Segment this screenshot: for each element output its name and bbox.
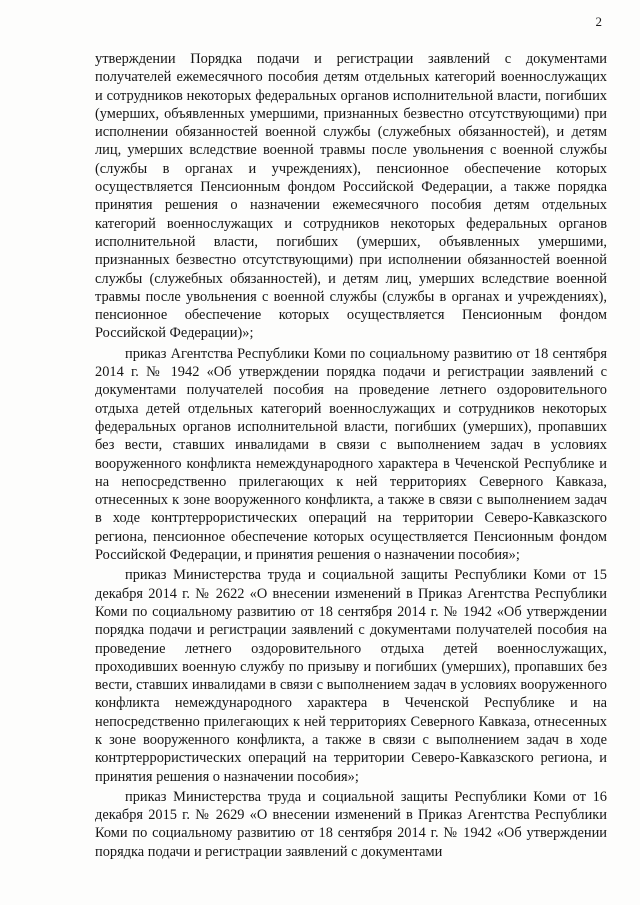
paragraph-order-2622: приказ Министерства труда и социальной защиты Республики Коми от 15 декабря 2014 г. № 2622 «О внесении изменений в Приказ Агентства Республики Коми по социальному развитию от 18 сентября 2014 г. № 1942 «Об утверждении порядка подачи и регистрации заявлений с документами получателей пособия на проведение летнего оздоровительного отдыха детей военнослужащих, проходивших военную службу по призыву и погибших (умерших), пропавших без вести, ставших инвалидами в связи с выполнением задач в условиях вооруженного конфликта немеждународного характера в Чеченской Республике и на непосредственно прилегающих к ней территориях Северного Кавказа, отнесенных к зоне вооруженного конфликта, а также в связи с выполнением задач в ходе контртеррористических операций на территории Северо-Кавказского региона, и принятия решения о назначении пособия»; [95, 567, 607, 785]
page-number: 2 [595, 14, 602, 29]
paragraph-order-2629: приказ Министерства труда и социальной защиты Республики Коми от 16 декабря 2015 г. № 2629 «О внесении изменений в Приказ Агентства Республики Коми по социальному развитию от 18 сентября 2014 г. № 1942 «Об утверждении порядка подачи и регистрации заявлений с документами [95, 788, 607, 860]
paragraph-order-continuation: утверждении Порядка подачи и регистрации заявлений с документами получателей ежемесячного пособия детям отдельных категорий военнослужащих и сотрудников некоторых федеральных органов исполнительной власти, погибших (умерших, объявленных умершими, признанных безвестно отсутствующими) при исполнении обязанностей военной службы (служебных обязанностей), и детям лиц, умерших вследствие военной травмы после увольнения с военной службы (службы в органах и учреждениях), пенсионное обеспечение которых осуществляется Пенсионным фондом Российской Федерации, а также порядка принятия решения о назначении ежемесячного пособия детям отдельных категорий военнослужащих и сотрудников некоторых федеральных органов исполнительной власти, погибших (умерших, объявленных умершими, признанных безвестно отсутствующими) при исполнении обязанностей военной службы (служебных обязанностей), и детям лиц, умерших вследствие военной травмы после увольнения с военной службы (службы в органах и учреждениях), пенсионное обеспечение которых осуществляется Пенсионным фондом Российской Федерации)»; [95, 51, 607, 342]
paragraph-order-1942: приказ Агентства Республики Коми по социальному развитию от 18 сентября 2014 г. № 1942 «Об утверждении порядка подачи и регистрации заявлений с документами получателей пособия на проведение летнего оздоровительного отдыха детей отдельных категорий военнослужащих и сотрудников некоторых федеральных органов исполнительной власти, погибших (умерших), пропавших без вести, ставших инвалидами в связи с выполнением задач в условиях вооруженного конфликта немеждународного характера в Чеченской Республике и на непосредственно прилегающих к ней территориях Северного Кавказа, отнесенных к зоне вооруженного конфликта, а также в связи с выполнением задач в ходе контртеррористических операций на территории Северо-Кавказского региона, пенсионное обеспечение которых осуществляется Пенсионным фондом Российской Федерации, и принятия решения о назначении пособия»; [95, 345, 607, 564]
document-body [95, 50, 607, 861]
